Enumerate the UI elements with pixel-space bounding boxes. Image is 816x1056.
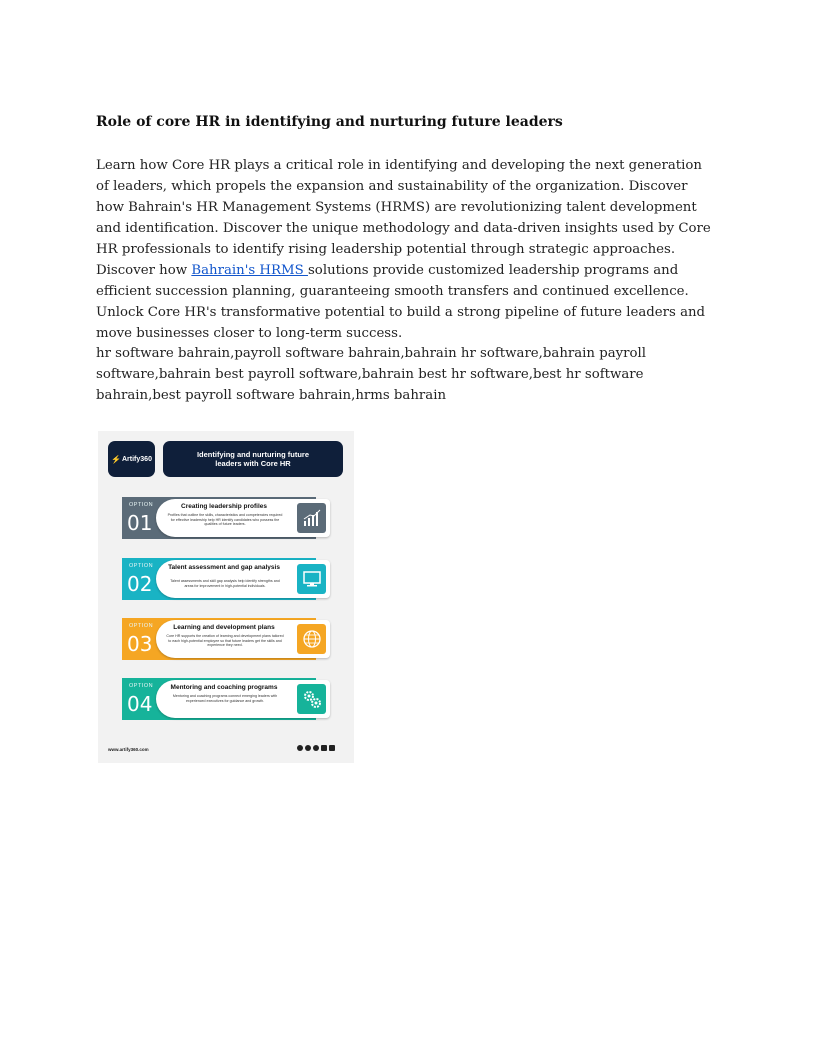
twitter-icon (313, 745, 319, 751)
option-title: Creating leadership profiles (181, 503, 267, 510)
youtube-icon (329, 745, 335, 751)
bahrain-hrms-link[interactable]: Bahrain's HRMS (191, 263, 308, 278)
monitor-icon (297, 564, 326, 594)
gears-icon (297, 684, 326, 714)
facebook-icon (297, 745, 303, 751)
brand-logo (108, 441, 155, 477)
option-label: OPTION (129, 683, 154, 689)
option-title: Talent assessment and gap analysis (168, 564, 280, 571)
option-content (156, 680, 330, 718)
social-icons (297, 745, 335, 751)
option-label: OPTION (129, 623, 154, 629)
option-content (156, 620, 330, 658)
infographic-header: Identifying and nurturing future leaders with Core HR (163, 441, 343, 477)
option-card (122, 618, 332, 660)
keywords-paragraph: hr software bahrain,payroll software bahrain,bahrain hr software,bahrain payroll software,bahrain best payroll software,bahrain best hr software,best hr software bahrain,best payroll software bahrain,hrms bahrain (96, 346, 647, 403)
option-title: Learning and development plans (173, 624, 275, 631)
option-number: 02 (127, 572, 153, 596)
article-intro-paragraph (96, 155, 718, 344)
footer-url: www.artify360.com (108, 747, 149, 752)
chart-icon (297, 503, 326, 533)
intro-text-end: solutions provide customized leadership programs and efficient succession planning, guaranteeing smooth transfers and continued excellence. Unlock Core HR's transformative potential to build a strong pipeline of future leaders and move businesses closer to long-term success. (96, 263, 706, 341)
option-number: 03 (127, 632, 153, 656)
option-content (156, 499, 330, 537)
logo-mark-icon: ⚡ (111, 454, 121, 464)
option-description: Core HR supports the creation of learning and development plans tailored to each high-potential employee so that future leaders get the skills and experience they need. (166, 634, 284, 647)
option-label: OPTION (129, 502, 154, 508)
option-title: Mentoring and coaching programs (170, 684, 278, 691)
option-number: 04 (127, 692, 153, 716)
logo-text: Artify360 (122, 455, 152, 463)
option-card (122, 558, 332, 600)
instagram-icon (305, 745, 311, 751)
article-title: Role of core HR in identifying and nurturing future leaders (96, 114, 563, 130)
option-number: 01 (127, 511, 153, 535)
option-card (122, 497, 332, 539)
option-card (122, 678, 332, 720)
infographic-image (98, 431, 354, 763)
intro-text-start: Learn how Core HR plays a critical role in identifying and developing the next generation of leaders, which propels the expansion and sustainability of the organization. Discover how Bahrain's HR Management Systems (HRMS) are revolutionizing talent development and identification. Discover the unique methodology and data-driven insights used by Core HR professionals to identify rising leadership potential through strategic approaches. Discover how (96, 158, 711, 278)
option-content (156, 560, 330, 598)
globe-icon (297, 624, 326, 654)
linkedin-icon (321, 745, 327, 751)
option-description: Mentoring and coaching programs connect emerging leaders with experienced executives for guidance and growth. (172, 694, 278, 703)
option-description: Talent assessments and skill gap analysis help identify strengths and areas for improvement in high-potential individuals. (170, 579, 280, 588)
option-label: OPTION (129, 563, 154, 569)
option-description: Profiles that outline the skills, characteristics and competencies required for effective leadership help HR identify candidates who possess the qualities of future leaders. (167, 513, 283, 526)
